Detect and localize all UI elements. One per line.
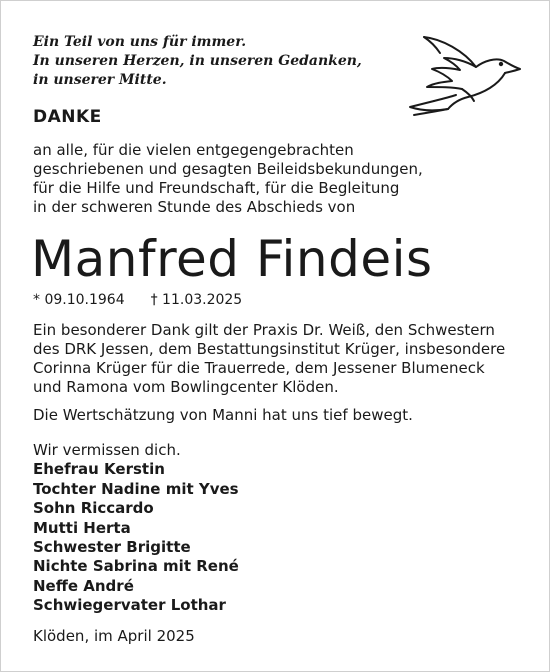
thanks-line: an alle, für die vielen entgegengebrachten <box>33 141 354 159</box>
motto <box>33 33 362 90</box>
thanks-line: in der schweren Stunde des Abschieds von <box>33 198 356 216</box>
life-dates <box>33 291 242 309</box>
family-member: Tochter Nadine mit Yves <box>33 479 239 498</box>
family-member: Sohn Riccardo <box>33 499 154 518</box>
thanks-heading: DANKE <box>33 107 102 127</box>
family-member: Ehefrau Kerstin <box>33 460 165 479</box>
family-member: Schwiegervater Lothar <box>33 596 226 615</box>
appreciation-line: Die Wertschätzung von Manni hat uns tief bewegt. <box>33 406 413 424</box>
deceased-name: Manfred Findeis <box>31 230 433 288</box>
special-thanks <box>33 321 505 397</box>
thanks-line: geschriebenen und gesagten Beileidsbekundungen, <box>33 160 423 178</box>
special-thanks-line: Corinna Krüger für die Trauerrede, dem Jessener Blumeneck <box>33 359 485 377</box>
place-and-date: Klöden, im April 2025 <box>33 627 195 645</box>
dove-icon <box>406 27 524 121</box>
special-thanks-line: und Ramona vom Bowlingcenter Klöden. <box>33 378 339 396</box>
family-member: Mutti Herta <box>33 518 131 537</box>
death-date: † 11.03.2025 <box>150 292 243 308</box>
motto-line: In unseren Herzen, in unseren Gedanken, <box>33 53 362 69</box>
thanks-line: für die Hilfe und Freundschaft, für die Begleitung <box>33 179 400 197</box>
miss-you-line: Wir vermissen dich. <box>33 441 181 459</box>
family-member: Neffe André <box>33 576 134 595</box>
special-thanks-line: des DRK Jessen, dem Bestattungsinstitut Krüger, insbesondere <box>33 340 506 358</box>
family-member: Schwester Brigitte <box>33 538 191 557</box>
motto-line: in unserer Mitte. <box>33 72 167 88</box>
motto-line: Ein Teil von uns für immer. <box>33 34 247 50</box>
special-thanks-line: Ein besonderer Dank gilt der Praxis Dr. Weiß, den Schwestern <box>33 321 495 339</box>
family-list <box>33 441 239 616</box>
birth-date: * 09.10.1964 <box>33 292 125 308</box>
family-member: Nichte Sabrina mit René <box>33 557 239 576</box>
thanks-text <box>33 141 423 217</box>
